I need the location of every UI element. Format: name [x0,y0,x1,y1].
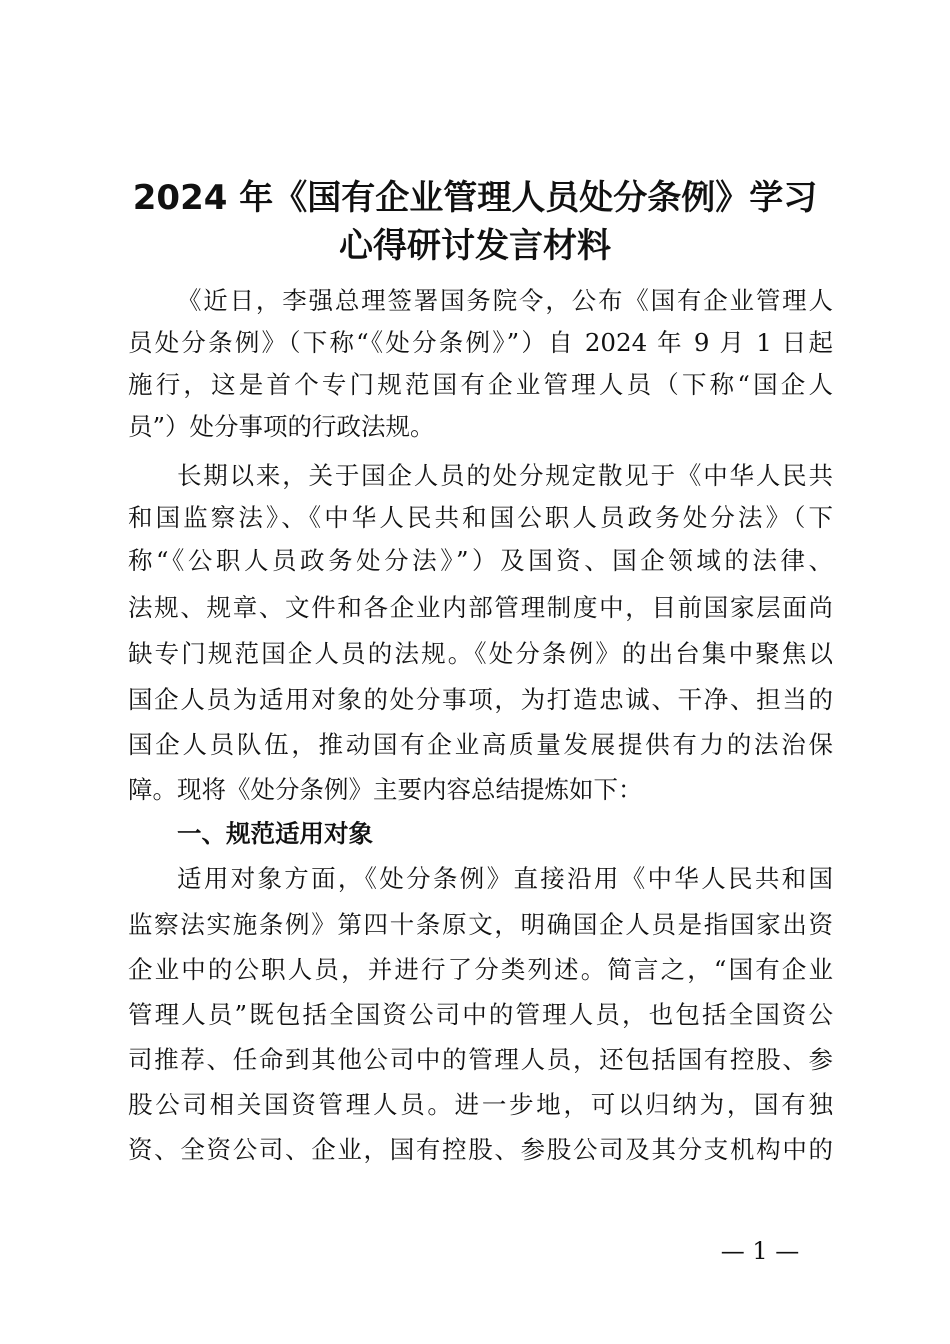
section-heading-1: 一、规范适用对象 [177,819,373,848]
paragraph-3-line-7: 资、全资公司、企业，国有控股、参股公司及其分支机构中的 [128,1135,833,1164]
paragraph-1-line-2: 员处分条例》（下称“《处分条例》”）自 2024 年 9 月 1 日起 [128,328,833,357]
paragraph-2-line-7: 国企人员队伍，推动国有企业高质量发展提供有力的法治保 [128,730,833,759]
paragraph-2-line-5: 缺专门规范国企人员的法规。《处分条例》的出台集中聚焦以 [128,639,833,668]
document-title-line-1: 2024 年《国有企业管理人员处分条例》学习 [132,178,818,218]
paragraph-1-line-4: 员”）处分事项的行政法规。 [128,412,435,441]
paragraph-2-line-1: 长期以来，关于国企人员的处分规定散见于《中华人民共 [177,461,833,490]
paragraph-3-line-2: 监察法实施条例》第四十条原文，明确国企人员是指国家出资 [128,910,833,939]
paragraph-2-line-2: 和国监察法》、《中华人民共和国公职人员政务处分法》（下 [128,503,833,532]
paragraph-2-line-8: 障。现将《处分条例》主要内容总结提炼如下： [128,775,643,804]
page-number: — 1 — [720,1237,800,1265]
paragraph-3-line-3: 企业中的公职人员，并进行了分类列述。简言之，“国有企业 [128,955,833,984]
paragraph-1-line-1: 《近日，李强总理签署国务院令，公布《国有企业管理人 [177,286,833,315]
document-title-line-2: 心得研讨发言材料 [339,226,611,266]
paragraph-3-line-1: 适用对象方面，《处分条例》直接沿用《中华人民共和国 [177,864,833,893]
paragraph-1-line-3: 施行，这是首个专门规范国有企业管理人员（下称“国企人 [128,370,833,399]
paragraph-2-line-3: 称“《公职人员政务处分法》”）及国资、国企领域的法律、 [128,546,833,575]
paragraph-3-line-5: 司推荐、任命到其他公司中的管理人员，还包括国有控股、参 [128,1045,833,1074]
paragraph-2-line-4: 法规、规章、文件和各企业内部管理制度中，目前国家层面尚 [128,593,833,622]
paragraph-3-line-6: 股公司相关国资管理人员。进一步地，可以归纳为，国有独 [128,1090,833,1119]
paragraph-3-line-4: 管理人员”既包括全国资公司中的管理人员，也包括全国资公 [128,1000,833,1029]
paragraph-2-line-6: 国企人员为适用对象的处分事项，为打造忠诚、干净、担当的 [128,685,833,714]
